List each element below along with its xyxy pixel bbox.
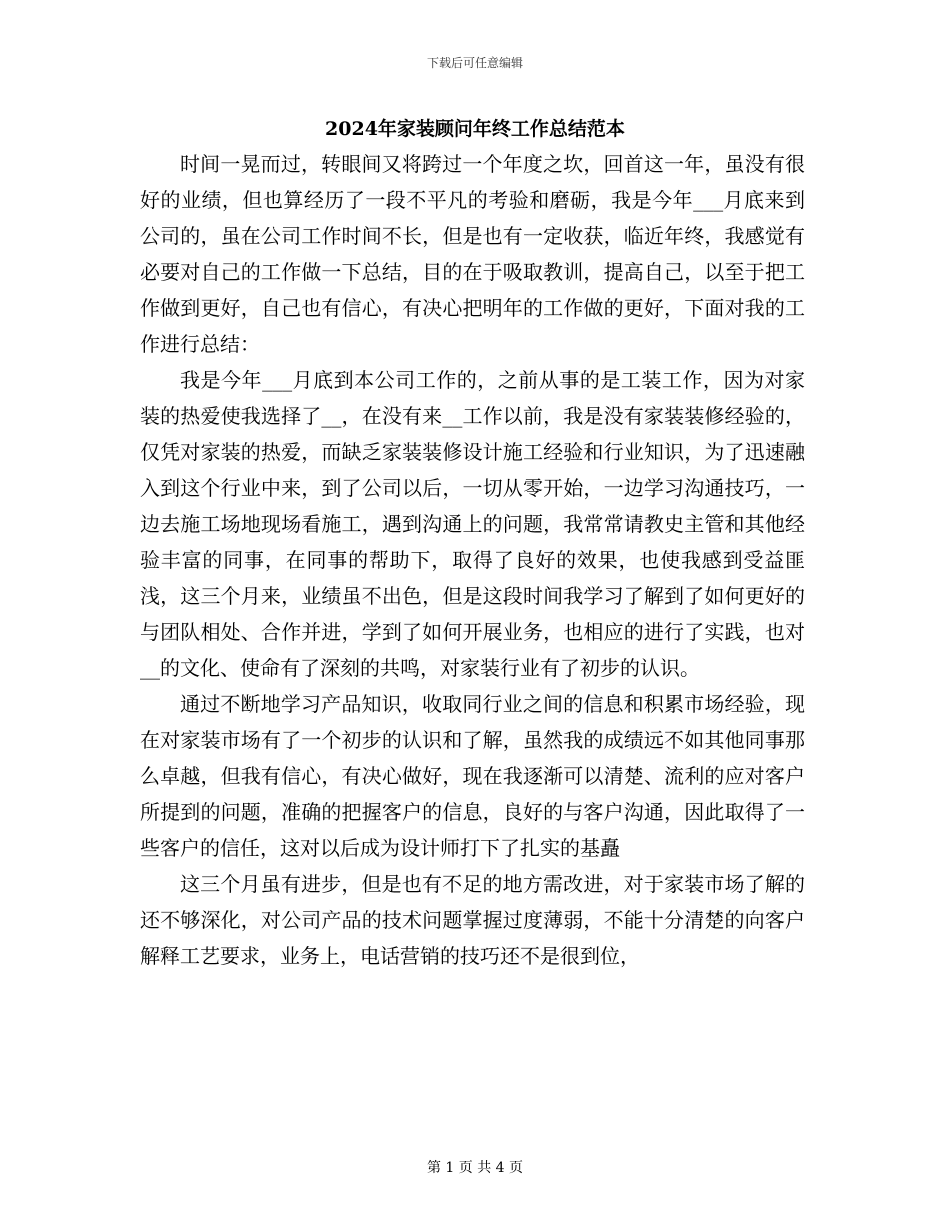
paragraph: 这三个月虽有进步，但是也有不足的地方需改进，对于家装市场了解的还不够深化，对公司产品的技术问题掌握过度薄弱，不能十分清楚的向客户解释工艺要求，业务上，电话营销的技巧还不是很到位， [140,872,805,968]
page-footer: 第 1 页 共 4 页 [426,1160,524,1176]
header-note: 下载后可任意编辑 [426,56,523,70]
document-title: 2024年家装顾问年终工作总结范本 [325,118,625,140]
paragraph: 通过不断地学习产品知识，收取同行业之间的信息和积累市场经验，现在对家装市场有了一个初步的认识和了解，虽然我的成绩远不如其他同事那么卓越，但我有信心，有决心做好，现在我逐渐可以清楚、流利的应对客户所提到的问题，准确的把握客户的信息，良好的与客户沟通，因此取得了一些客户的信任，这对以后成为设计师打下了扎实的基矗 [140,692,805,860]
document-body [140,146,805,974]
paragraph: 时间一晃而过，转眼间又将跨过一个年度之坎，回首这一年，虽没有很好的业绩，但也算经历了一段不平凡的考验和磨砺，我是今年___月底来到公司的，虽在公司工作时间不长，但是也有一定收获，临近年终，我感觉有必要对自己的工作做一下总结，目的在于吸取教训，提高自己，以至于把工作做到更好，自己也有信心，有决心把明年的工作做的更好，下面对我的工作进行总结： [140,152,805,356]
paragraph: 我是今年___月底到本公司工作的，之前从事的是工装工作，因为对家装的热爱使我选择了__，在没有来__工作以前，我是没有家装装修经验的，仅凭对家装的热爱，而缺乏家装装修设计施工经验和行业知识，为了迅速融入到这个行业中来，到了公司以后，一切从零开始，一边学习沟通技巧，一边去施工场地现场看施工，遇到沟通上的问题，我常常请教史主管和其他经验丰富的同事，在同事的帮助下，取得了良好的效果，也使我感到受益匪浅，这三个月来，业绩虽不出色，但是这段时间我学习了解到了如何更好的与团队相处、合作并进，学到了如何开展业务，也相应的进行了实践，也对__的文化、使命有了深刻的共鸣，对家装行业有了初步的认识。 [140,368,805,680]
